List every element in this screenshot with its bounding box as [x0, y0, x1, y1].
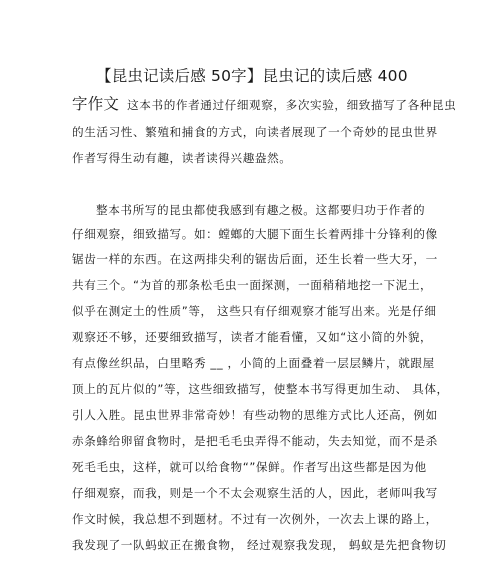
paragraph-line: 有点像丝织品，白里略秀 __ ，小简的上面叠着一层层鳞片，就跟屋: [72, 356, 435, 370]
paragraph-line: 仔细观察，而我，则是一个不太会观察生活的人，因此，老师叫我写: [72, 486, 438, 500]
paragraph-line: 赤条蜂给卵留食物时，是把毛毛虫弄得不能动，失去知觉，而不是杀: [72, 434, 438, 448]
article-title-line-1: 【昆虫记读后感 50字】昆虫记的读后感 400: [96, 67, 408, 85]
article-title-line-2: 字作文: [72, 95, 120, 113]
title-intro-line: [72, 94, 456, 115]
paragraph-line: 我发现了一队蚂蚁正在搬食物， 经过观察我发现， 蚂蚁是先把食物切: [72, 538, 447, 552]
paragraph-line: 似乎在测定土的性质”等， 这些只有仔细观察才能写出来。光是仔细: [72, 304, 437, 318]
paragraph-line: 引人入胜。昆虫世界非常奇妙！有些动物的思维方式比人还高，例如: [72, 408, 438, 422]
intro-line: 的生活习性、繁殖和捕食的方式，向读者展现了一个奇妙的昆虫世界: [72, 125, 438, 139]
paragraph-line: 观察还不够，还要细致描写，读者才能看懂，又如“这小简的外貌，: [72, 330, 433, 344]
paragraph-line: 死毛毛虫，这样，就可以给食物“”保鲜。作者写出这些都是因为他: [72, 460, 427, 474]
paragraph-line: 共有三个。“为首的那条松毛虫一面探测，一面稍稍地挖一下泥土，: [72, 278, 433, 292]
paragraph-line: 作文时候，我总想不到题材。不过有一次例外，一次去上课的路上，: [72, 512, 438, 526]
paragraph-line: 锯齿一样的东西。在这两排尖利的锯齿后面，还生长着一些大牙，一: [72, 252, 438, 266]
intro-first-line: 这本书的作者通过仔细观察，多次实验，细致描写了各种昆虫: [127, 98, 457, 112]
intro-line: 作者写得生动有趣，读者读得兴趣盎然。: [72, 151, 292, 165]
paragraph-line: 仔细观察，细致描写。如：螳螂的大腿下面生长着两排十分锋利的像: [72, 227, 438, 241]
paragraph-line: 顶上的瓦片似的”等，这些细致描写，使整本书写得更加生动、 具体，: [72, 382, 449, 396]
paragraph-line: 整本书所写的昆虫都使我感到有趣之极。这都要归功于作者的: [96, 203, 426, 217]
